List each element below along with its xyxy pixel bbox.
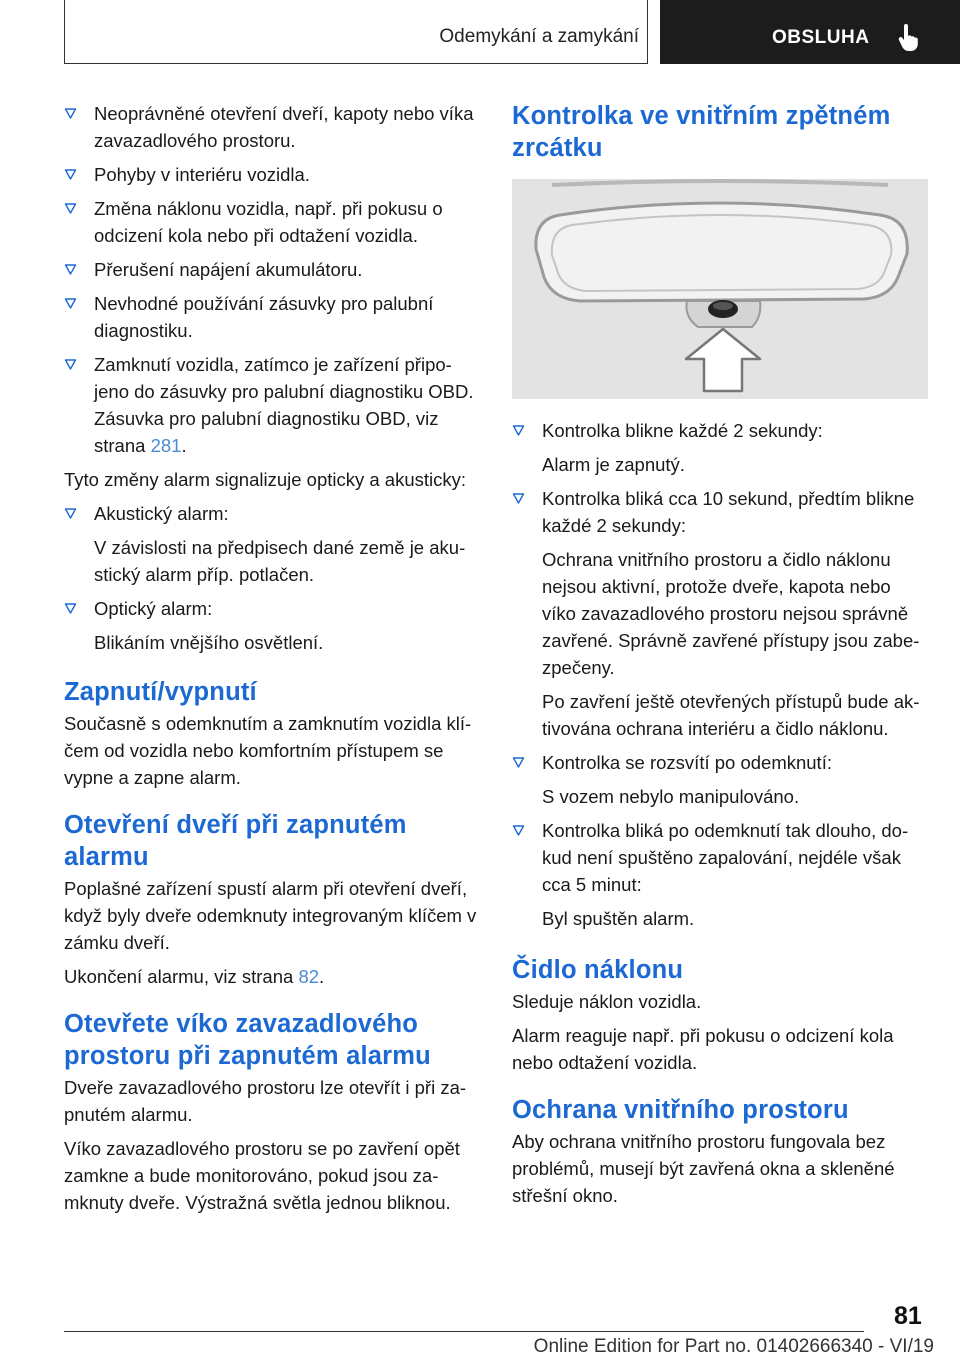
header-section-box <box>64 0 648 64</box>
list-item-detail: S vozem nebylo manipulováno. <box>542 786 800 807</box>
triangle-bullet-icon <box>512 756 525 769</box>
bullet-list <box>64 100 480 344</box>
onoff-text: Současně s odemknutím a zamknutím vozidla klíčem od vozidla nebo komfortním přístupem se vypne a zapne alarm. <box>64 713 472 788</box>
heading-indicator: Kontrolka ve vnitřním zpětném zrcátku <box>512 102 891 162</box>
optical-detail: Blikáním vnějšího osvětlení. <box>94 632 324 653</box>
bullet-list <box>512 417 928 932</box>
list-item-text: Přerušení napájení akumulátoru. <box>94 259 363 280</box>
trunk-text-2: Víko zavazadlového prostoru se po zavření opět zamkne a bude monitorováno, pokud jsou zamknuty dveře. Výstražná světla jednou bliknou. <box>64 1138 460 1213</box>
list-item <box>64 595 480 622</box>
list-item-text: Kontrolka bliká cca 10 sekund, předtím blikne každé 2 sekundy: <box>542 488 915 536</box>
list-item-text: Kontrolka blikne každé 2 sekundy: <box>542 420 823 441</box>
list-item <box>64 256 480 283</box>
list-item-text: Neoprávněné otevření dveří, kapoty nebo víka zavazadlového prostoru. <box>94 103 474 151</box>
tilt-text-2: Alarm reaguje např. při pokusu o odcizení kola nebo odtažení vozidla. <box>512 1025 894 1073</box>
list-item-detail: Byl spuštěn alarm. <box>542 908 695 929</box>
footer-divider <box>64 1331 864 1332</box>
list-item-text: Změna náklonu vozidla, např. při pokusu o odcizení kola nebo při odtažení vozidla. <box>94 198 443 246</box>
rear-view-mirror-indicator-image <box>512 179 928 399</box>
triangle-bullet-icon <box>64 602 77 615</box>
open-doors-text: Poplašné zařízení spustí alarm při otevření dveří, když byly dveře odemknuty integrovaným klíčem v zámku dveří. <box>64 878 477 953</box>
triangle-bullet-icon <box>512 424 525 437</box>
triangle-bullet-icon <box>64 168 77 181</box>
heading-open-doors: Otevření dveří při zapnutém alarmu <box>64 811 407 871</box>
triangle-bullet-icon <box>64 507 77 520</box>
section-title: Odemykání a zamykání <box>439 26 639 47</box>
list-item-text: Nevhodné používání zásuvky pro palubní diagnostiku. <box>94 293 434 341</box>
triangle-bullet-icon <box>64 107 77 120</box>
triangle-bullet-icon <box>512 492 525 505</box>
trunk-text-1: Dveře zavazadlového prostoru lze otevřít i při zapnutém alarmu. <box>64 1077 467 1125</box>
list-item: Zamknutí vozidla, zatímco je zařízení připojeno do zásuvky pro palubní diagnostiku OBD. Zásuvka pro palubní diagnostiku OBD, viz strana 281. <box>64 351 480 459</box>
list-item-text: Pohyby v interiéru vozidla. <box>94 164 310 185</box>
list-item-text: Optický alarm: <box>94 598 213 619</box>
acoustic-detail: V závislosti na předpisech dané země je akustický alarm příp. potlačen. <box>94 537 466 585</box>
list-item-text: Zamknutí vozidla, zatímco je zařízení připojeno do zásuvky pro palubní diagnostiku OBD. Zásuvka pro palubní diagnostiku OBD, viz strana <box>94 354 474 456</box>
interior-text: Aby ochrana vnitřního prostoru fungovala bez problémů, musejí být zavřená okna a skleněné střešní okno. <box>512 1131 895 1206</box>
alarm-signal-text: Tyto změny alarm signalizuje opticky a akusticky: <box>64 469 467 490</box>
triangle-bullet-icon <box>64 297 77 310</box>
heading-onoff: Zapnutí/vypnutí <box>64 678 257 706</box>
list-item <box>64 290 480 344</box>
hand-pointer-icon <box>896 24 922 52</box>
triangle-bullet-icon <box>64 202 77 215</box>
list-item-text: Kontrolka se rozsvítí po odemknutí: <box>542 752 832 773</box>
chapter-title: OBSLUHA <box>772 27 870 48</box>
list-item-detail: Ochrana vnitřního prostoru a čidlo náklonu nejsou aktivní, protože dveře, kapota nebo víko zavazadlového prostoru nejsou správně zavřené. Správně zavřené přístupy jsou zabezpečeny. <box>542 549 920 678</box>
heading-trunk: Otevřete víko zavazadlového prostoru při zapnutém alarmu <box>64 1010 431 1070</box>
list-item <box>512 817 928 898</box>
list-item <box>64 100 480 154</box>
list-item <box>512 417 928 444</box>
list-item-text: Akustický alarm: <box>94 503 229 524</box>
right-column <box>512 100 928 1216</box>
edition-text: Online Edition for Part no. 01402666340 - VI/19 <box>533 1336 934 1357</box>
page-link-82[interactable]: 82 <box>298 966 320 987</box>
triangle-bullet-icon <box>512 824 525 837</box>
list-item <box>64 195 480 249</box>
triangle-bullet-icon <box>64 263 77 276</box>
triangle-bullet-icon <box>64 358 77 371</box>
list-item <box>512 749 928 776</box>
header-chapter-box <box>660 0 960 64</box>
page-number: 81 <box>894 1302 922 1330</box>
list-item <box>64 500 480 527</box>
left-column <box>64 100 480 1223</box>
list-item-detail: Po zavření ještě otevřených přístupů bude aktivována ochrana interiéru a čidlo náklonu. <box>542 691 920 739</box>
list-item <box>512 485 928 539</box>
page-link-281[interactable]: 281 <box>150 435 182 456</box>
list-item-text: Kontrolka bliká po odemknutí tak dlouho, dokud není spuštěno zapalování, nejdéle však cca 5 minut: <box>542 820 909 895</box>
tilt-text-1: Sleduje náklon vozidla. <box>512 991 702 1012</box>
list-item <box>64 161 480 188</box>
list-item-detail: Alarm je zapnutý. <box>542 454 685 475</box>
end-alarm-text: Ukončení alarmu, viz strana 82. <box>64 966 325 987</box>
heading-tilt: Čidlo náklonu <box>512 956 684 984</box>
heading-interior: Ochrana vnitřního prostoru <box>512 1096 849 1124</box>
